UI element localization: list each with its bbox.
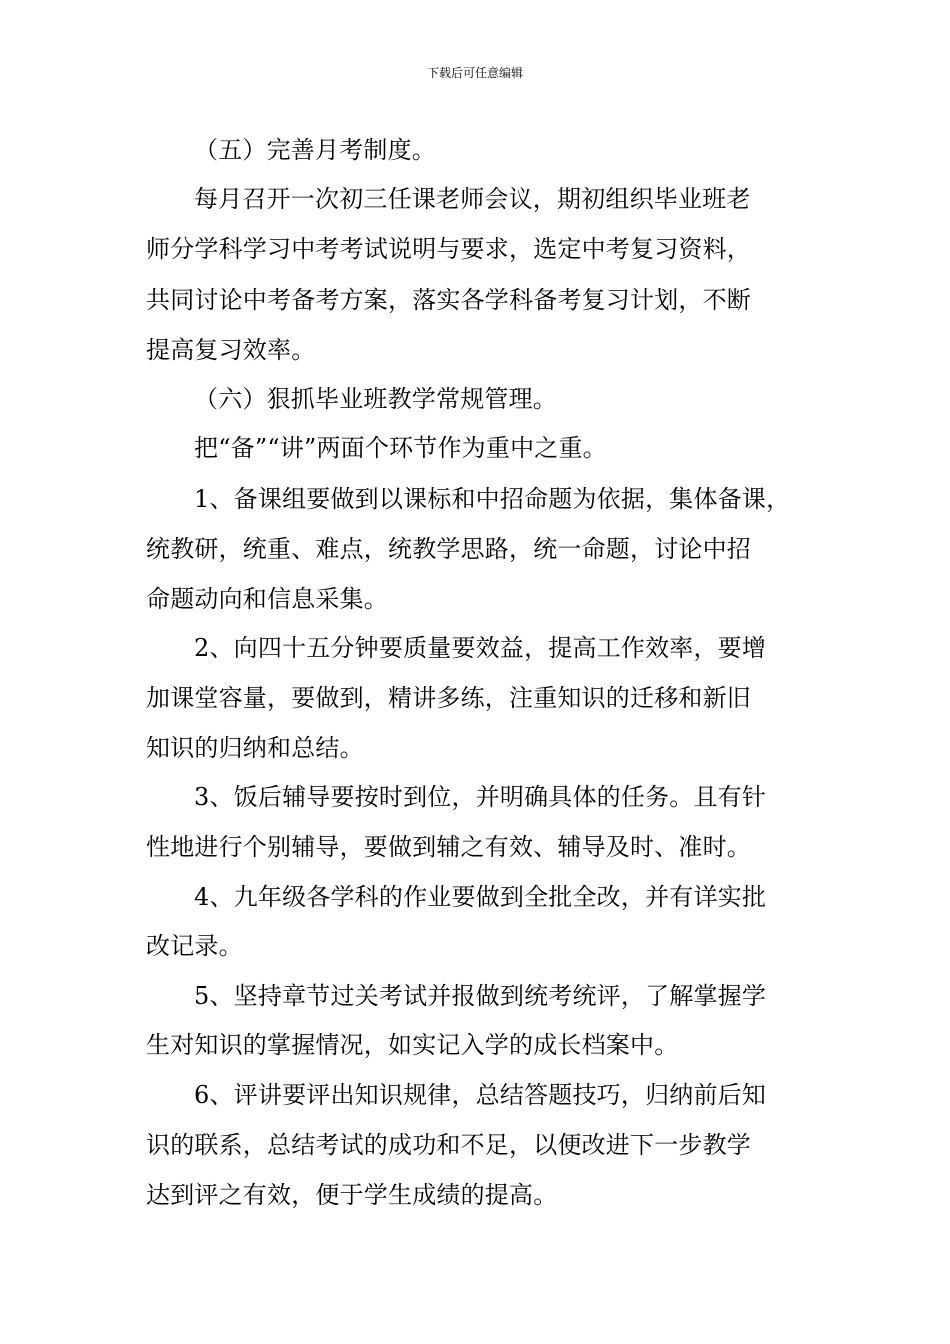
list-item-5-line: 生对知识的掌握情况，如实记入学的成长档案中。 bbox=[146, 1031, 679, 1059]
paragraph-line: 每月召开一次初三任课老师会议，期初组织毕业班老 bbox=[194, 185, 751, 213]
section-heading-5: （五）完善月考制度。 bbox=[194, 136, 436, 164]
paragraph-line: 提高复习效率。 bbox=[146, 336, 316, 364]
list-item-2-line: 加课堂容量，要做到，精讲多练，注重知识的迁移和新旧 bbox=[146, 684, 751, 712]
section-heading-6: （六）狠抓毕业班教学常规管理。 bbox=[194, 385, 557, 413]
list-item-4-line: 4、九年级各学科的作业要做到全批全改，并有详实批 bbox=[194, 883, 767, 911]
list-item-2-line: 2、向四十五分钟要质量要效益，提高工作效率，要增 bbox=[194, 634, 767, 662]
list-item-6-line: 达到评之有效，便于学生成绩的提高。 bbox=[146, 1181, 558, 1209]
page-header: 下载后可任意编辑 bbox=[426, 66, 523, 80]
list-item-1-line: 统教研，统重、难点，统教学思路，统一命题，讨论中招 bbox=[146, 535, 751, 563]
list-item-1-line: 1、备课组要做到以课标和中招命题为依据，集体备课， bbox=[194, 485, 791, 513]
paragraph-line: 共同讨论中考备考方案，落实各学科备考复习计划，不断 bbox=[146, 286, 751, 314]
list-item-4-line: 改记录。 bbox=[146, 932, 243, 960]
list-item-6-line: 6、评讲要评出知识规律，总结答题技巧，归纳前后知 bbox=[194, 1081, 767, 1109]
list-item-1-line: 命题动向和信息采集。 bbox=[146, 585, 388, 613]
list-item-5-line: 5、坚持章节过关考试并报做到统考统评，了解掌握学 bbox=[194, 982, 767, 1010]
paragraph-line: 把“备”“讲”两面个环节作为重中之重。 bbox=[194, 434, 607, 462]
paragraph-line: 师分学科学习中考考试说明与要求，选定中考复习资料， bbox=[146, 235, 751, 263]
list-item-6-line: 识的联系，总结考试的成功和不足，以便改进下一步教学 bbox=[146, 1131, 751, 1159]
list-item-2-line: 知识的归纳和总结。 bbox=[146, 734, 364, 762]
list-item-3-line: 性地进行个别辅导，要做到辅之有效、辅导及时、准时。 bbox=[146, 833, 751, 861]
list-item-3-line: 3、饭后辅导要按时到位，并明确具体的任务。且有针 bbox=[194, 783, 767, 811]
